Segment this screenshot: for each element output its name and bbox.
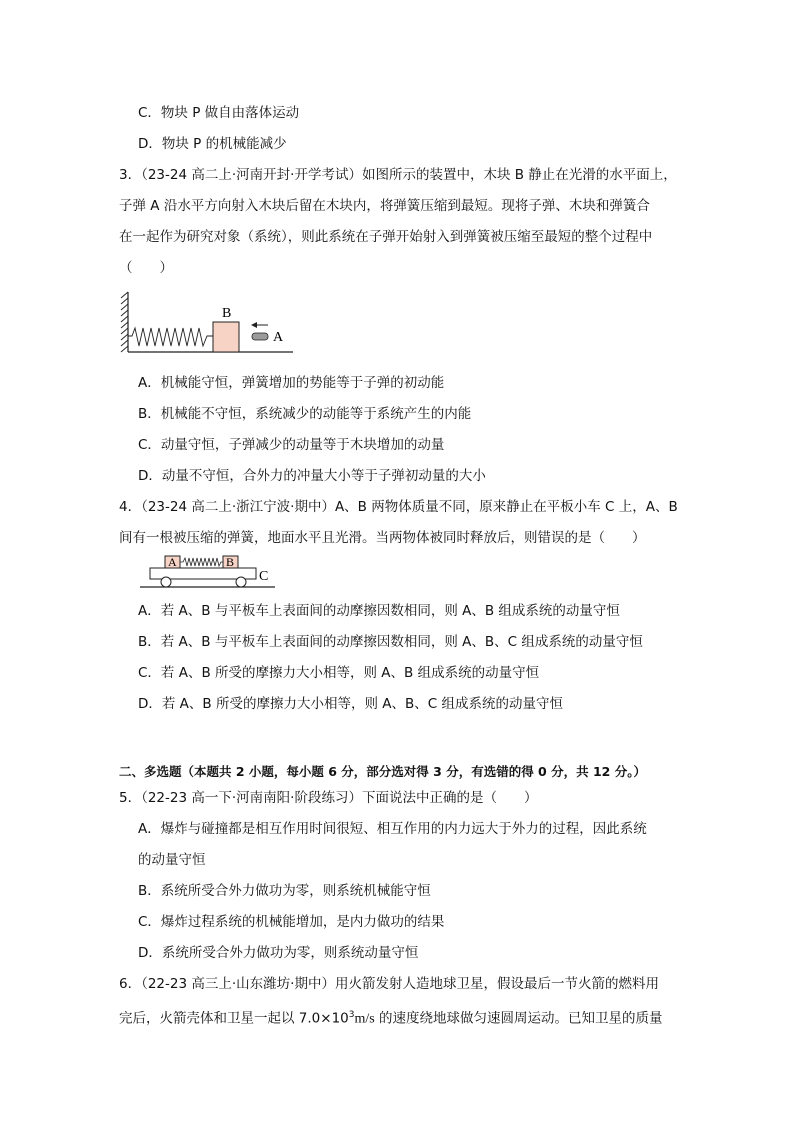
q4-option-a: A．若 A、B 与平板车上表面间的动摩擦因数相同，则 A、B 组成系统的动量守恒 <box>138 603 620 619</box>
q6-line2-unit: m/s <box>354 1011 375 1027</box>
label-b: B <box>226 555 235 569</box>
label-b: B <box>222 306 232 321</box>
q4-stem-line2: 间有一根被压缩的弹簧，地面水平且光滑。当两物体被同时释放后，则错误的是（ ） <box>119 530 646 546</box>
label-a: A <box>273 330 284 345</box>
q3-option-d: D．动量不守恒，合外力的冲量大小等于子弹初动量的大小 <box>138 468 486 484</box>
label-a: A <box>168 555 177 569</box>
q5-option-d: D．系统所受合外力做功为零，则系统动量守恒 <box>138 945 419 961</box>
q3-option-b: B．机械能不守恒，系统减少的动能等于系统产生的内能 <box>138 406 472 422</box>
q3-option-a: A．机械能守恒，弹簧增加的势能等于子弹的初动能 <box>138 375 445 391</box>
q2-option-d: D．物块 P 的机械能减少 <box>138 136 287 152</box>
spring <box>180 558 223 566</box>
q2-option-c: C．物块 P 做自由落体运动 <box>138 105 300 121</box>
q3-stem-line2: 子弹 A 沿水平方向射入木块后留在木块内，将弹簧压缩到最短。现将子弹、木块和弹簧合 <box>119 198 650 214</box>
q3-figure <box>118 290 298 360</box>
block-b <box>213 322 239 352</box>
q4-stem-line1: 4．（23-24 高二上·浙江宁波·期中）A、B 两物体质量不同，原来静止在平板小车 C 上，A、B <box>119 499 678 515</box>
arrow-head <box>251 322 257 328</box>
q6-line2-sup: 3 <box>348 1010 355 1020</box>
q4-option-d: D．若 A、B 所受的摩擦力大小相等，则 A、B、C 组成系统的动量守恒 <box>138 696 563 712</box>
q4-option-c: C．若 A、B 所受的摩擦力大小相等，则 A、B 组成系统的动量守恒 <box>138 665 540 681</box>
q4-option-b: B．若 A、B 与平板车上表面间的动摩擦因数相同，则 A、B、C 组成系统的动量守恒 <box>138 634 643 650</box>
q6-stem-line1: 6．（22-23 高三上·山东潍坊·期中）用火箭发射人造地球卫星，假设最后一节火箭的燃料用 <box>119 976 659 992</box>
spring <box>128 328 213 346</box>
q6-stem-line2 <box>119 1005 663 1030</box>
cart-wheel-left <box>161 577 171 587</box>
q5-option-a-line1: A．爆炸与碰撞都是相互作用时间很短、相互作用的内力远大于外力的过程，因此系统 <box>138 821 647 837</box>
bullet-a <box>252 333 268 340</box>
q3-stem-line3: 在一起作为研究对象（系统），则此系统在子弹开始射入到弹簧被压缩至最短的整个过程中 <box>119 229 653 245</box>
wall-hatching <box>121 292 128 352</box>
section-title: 二、多选题（本题共 2 小题，每小题 6 分，部分选对得 3 分，有选错的得 0 分，共 12 分。） <box>119 764 646 779</box>
q3-stem-line1: 3．（23-24 高二上·河南开封·开学考试）如图所示的装置中，木块 B 静止在光滑的水平面上， <box>119 167 677 183</box>
q5-option-b: B．系统所受合外力做功为零，则系统机械能守恒 <box>138 883 431 899</box>
q3-option-c: C．动量守恒，子弹减少的动量等于木块增加的动量 <box>138 437 445 453</box>
q4-figure <box>140 553 300 593</box>
q5-option-c: C．爆炸过程系统的机械能增加，是内力做功的结果 <box>138 914 445 930</box>
label-c: C <box>259 569 269 584</box>
q5-stem-line1: 5．（22-23 高一下·河南南阳·阶段练习）下面说法中正确的是（ ） <box>119 790 538 806</box>
q6-line2-pre: 完后，火箭壳体和卫星一起以 7.0×10 <box>119 1010 349 1027</box>
q3-stem-line4: （ ） <box>119 260 173 276</box>
q5-option-a-line2: 的动量守恒 <box>138 852 206 868</box>
cart-wheel-right <box>236 577 246 587</box>
q6-line2-post: 的速度绕地球做匀速圆周运动。已知卫星的质量 <box>374 1010 663 1027</box>
